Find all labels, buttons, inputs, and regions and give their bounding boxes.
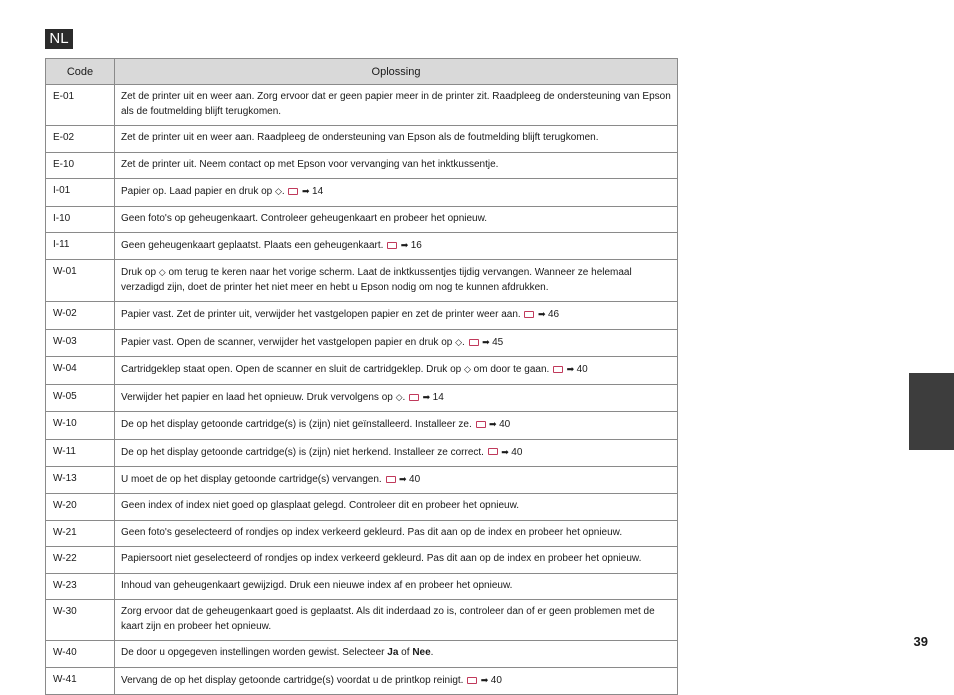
error-code-cell: W-20 [46, 494, 115, 521]
page-reference [287, 186, 323, 197]
error-code-cell: W-21 [46, 520, 115, 547]
option-label: Ja [387, 647, 399, 659]
arrow-right-icon: ➡ [564, 364, 577, 375]
solution-text: U moet de op het display getoonde cartridge(s) vervangen. [121, 473, 385, 485]
start-button-icon: ◇ [463, 364, 471, 375]
page-reference [475, 419, 511, 430]
table-row [46, 260, 678, 302]
start-button-icon: ◇ [455, 336, 463, 347]
table-row [46, 152, 678, 179]
page-reference [552, 364, 588, 375]
solution-cell [115, 467, 678, 494]
arrow-right-icon: ➡ [479, 336, 493, 347]
manual-icon [553, 366, 563, 373]
page-reference [385, 474, 421, 485]
reference-page-number: 40 [576, 364, 588, 376]
solution-cell [115, 302, 678, 329]
solution-text: De op het display getoonde cartridge(s) is (zijn) niet herkend. Installeer ze correct. [121, 446, 487, 458]
solution-cell [115, 641, 678, 668]
solution-text: Zorg ervoor dat de geheugenkaart goed is geplaatst. Als dit inderdaad zo is, controleer dan of er geen problemen met de kaart zijn en probeer het opnieuw. [121, 606, 655, 632]
table-header-row [46, 59, 678, 85]
table-row [46, 494, 678, 521]
solution-text: Papier vast. Open de scanner, verwijder het vastgelopen papier en druk op [121, 336, 456, 348]
solution-text: Papier op. Laad papier en druk op [121, 186, 275, 197]
error-code-table [45, 58, 678, 695]
reference-page-number: 40 [511, 446, 523, 458]
error-code-cell: E-10 [46, 152, 115, 179]
arrow-right-icon: ➡ [396, 474, 410, 485]
table-row [46, 357, 678, 385]
solution-text: Vervang de op het display getoonde cartridge(s) voordat u de printkop reinigt. [121, 674, 467, 686]
error-code-cell: W-41 [46, 667, 115, 694]
solution-text: Geen geheugenkaart geplaatst. Plaats een geheugenkaart. [121, 239, 387, 251]
solution-cell [115, 152, 678, 179]
table-row [46, 573, 678, 600]
page-reference [466, 675, 502, 686]
solution-text: . [462, 336, 468, 348]
reference-page-number: 45 [492, 336, 504, 348]
solution-cell [115, 439, 678, 466]
table-row [46, 329, 678, 357]
solution-cell [115, 520, 678, 547]
solution-text: . [402, 391, 409, 403]
solution-cell [115, 667, 678, 694]
manual-icon [524, 311, 534, 318]
reference-page-number: 40 [499, 419, 511, 431]
error-code-cell: W-11 [46, 439, 115, 466]
solution-text: Geen foto's geselecteerd of rondjes op index verkeerd gekleurd. Pas dit aan op de index en probeer het opnieuw. [121, 526, 623, 538]
page-number: 39 [913, 634, 928, 649]
page-reference [523, 309, 559, 320]
arrow-right-icon: ➡ [486, 419, 500, 430]
page-reference [468, 337, 504, 348]
error-code-cell: W-22 [46, 547, 115, 574]
table-row [46, 412, 678, 439]
solution-text: Papier vast. Zet de printer uit, verwijder het vastgelopen papier en zet de printer weer aan. [121, 309, 524, 321]
solution-text: of [398, 647, 413, 659]
table-row [46, 233, 678, 260]
manual-icon [386, 476, 396, 483]
solution-cell [115, 412, 678, 439]
table-row [46, 85, 678, 126]
error-code-cell: W-13 [46, 467, 115, 494]
reference-page-number: 16 [410, 239, 422, 251]
solution-text: Cartridgeklep staat open. Open de scanner en sluit de cartridgeklep. Druk op [121, 364, 464, 376]
solution-text: Geen index of index niet goed op glasplaat gelegd. Controleer dit en probeer het opnieuw. [121, 500, 520, 512]
manual-icon [476, 421, 486, 428]
arrow-right-icon: ➡ [535, 309, 548, 320]
start-button-icon: ◇ [158, 267, 166, 278]
solution-text: . [281, 186, 288, 197]
reference-page-number: 14 [432, 391, 444, 403]
error-code-cell: E-01 [46, 85, 115, 126]
reference-page-number: 40 [409, 473, 421, 485]
start-button-icon: ◇ [275, 186, 282, 196]
table-row [46, 179, 678, 207]
solution-text: Inhoud van geheugenkaart gewijzigd. Druk een nieuwe index af en probeer het opnieuw. [121, 579, 513, 591]
solution-text: Zet de printer uit en weer aan. Raadpleeg de ondersteuning van Epson als de foutmelding blijft terugkomen. [121, 132, 599, 143]
error-code-cell: W-01 [46, 260, 115, 302]
error-code-cell: W-03 [46, 329, 115, 357]
page-reference [386, 240, 422, 251]
table-row [46, 667, 678, 694]
manual-icon [488, 448, 498, 455]
solution-text: Papiersoort niet geselecteerd of rondjes op index verkeerd gekleurd. Pas dit aan op de index en probeer het opnieuw. [121, 553, 642, 565]
solution-text: . [430, 647, 434, 659]
start-button-icon: ◇ [395, 391, 403, 402]
solution-text: Druk op [121, 267, 159, 279]
error-code-cell: W-05 [46, 384, 115, 412]
solution-cell [115, 600, 678, 641]
table-row [46, 467, 678, 494]
arrow-right-icon: ➡ [299, 186, 313, 197]
solution-cell [115, 494, 678, 521]
solution-cell [115, 547, 678, 574]
error-code-cell: W-30 [46, 600, 115, 641]
table-row [46, 302, 678, 329]
reference-page-number: 40 [490, 674, 502, 686]
manual-icon [469, 339, 479, 346]
solution-cell [115, 329, 678, 357]
arrow-right-icon: ➡ [478, 674, 491, 685]
manual-icon [387, 242, 397, 249]
solution-text: Zet de printer uit en weer aan. Zorg ervoor dat er geen papier meer in de printer zit. Raadpleeg de ondersteuning van Epson als de foutmelding blijft terugkomen. [121, 91, 671, 117]
table-row [46, 641, 678, 668]
reference-page-number: 46 [548, 309, 560, 321]
error-code-cell: W-23 [46, 573, 115, 600]
error-code-cell: W-40 [46, 641, 115, 668]
solution-cell [115, 384, 678, 412]
table-row [46, 126, 678, 153]
manual-icon [288, 188, 298, 195]
column-header-code: Code [46, 59, 115, 85]
reference-page-number: 14 [312, 186, 324, 197]
solution-text: Verwijder het papier en laad het opnieuw. Druk vervolgens op [121, 391, 396, 403]
solution-cell [115, 179, 678, 207]
solution-text: Zet de printer uit. Neem contact op met Epson voor vervanging van het inktkussentje. [121, 158, 499, 170]
option-label: Nee [412, 647, 431, 659]
table-row [46, 439, 678, 466]
solution-text: om door te gaan. [470, 364, 553, 376]
arrow-right-icon: ➡ [420, 391, 433, 402]
solution-text: Geen foto's op geheugenkaart. Controleer geheugenkaart en probeer het opnieuw. [121, 212, 488, 224]
table-row [46, 520, 678, 547]
error-code-cell: I-10 [46, 206, 115, 233]
solution-cell [115, 206, 678, 233]
table-row [46, 547, 678, 574]
table-row [46, 600, 678, 641]
page-reference [487, 447, 523, 458]
manual-icon [467, 677, 477, 684]
error-code-cell: W-10 [46, 412, 115, 439]
language-badge: NL [45, 29, 73, 49]
solution-text: De op het display getoonde cartridge(s) is (zijn) niet geïnstalleerd. Installeer ze. [121, 419, 475, 431]
page-reference [408, 392, 444, 403]
solution-cell [115, 126, 678, 153]
error-code-cell: W-02 [46, 302, 115, 329]
section-tab [909, 373, 954, 450]
error-code-cell: W-04 [46, 357, 115, 385]
arrow-right-icon: ➡ [498, 446, 512, 457]
solution-text: om terug te keren naar het vorige scherm. Laat de inktkussentjes tijdig vervangen. Wanneer ze helemaal verzadigd zijn, doet de printer het niet meer en hebt u Epson nodig om nog te kunnen afdrukken. [121, 267, 632, 293]
arrow-right-icon: ➡ [398, 240, 411, 250]
table-row [46, 206, 678, 233]
solution-text: De door u opgegeven instellingen worden gewist. Selecteer [121, 647, 388, 659]
table-row [46, 384, 678, 412]
error-code-cell: I-11 [46, 233, 115, 260]
error-code-cell: I-01 [46, 179, 115, 207]
solution-cell [115, 573, 678, 600]
solution-cell [115, 233, 678, 260]
error-code-cell: E-02 [46, 126, 115, 153]
solution-cell [115, 85, 678, 126]
solution-cell [115, 357, 678, 385]
column-header-solution: Oplossing [115, 59, 678, 85]
manual-icon [409, 394, 419, 401]
solution-cell [115, 260, 678, 302]
